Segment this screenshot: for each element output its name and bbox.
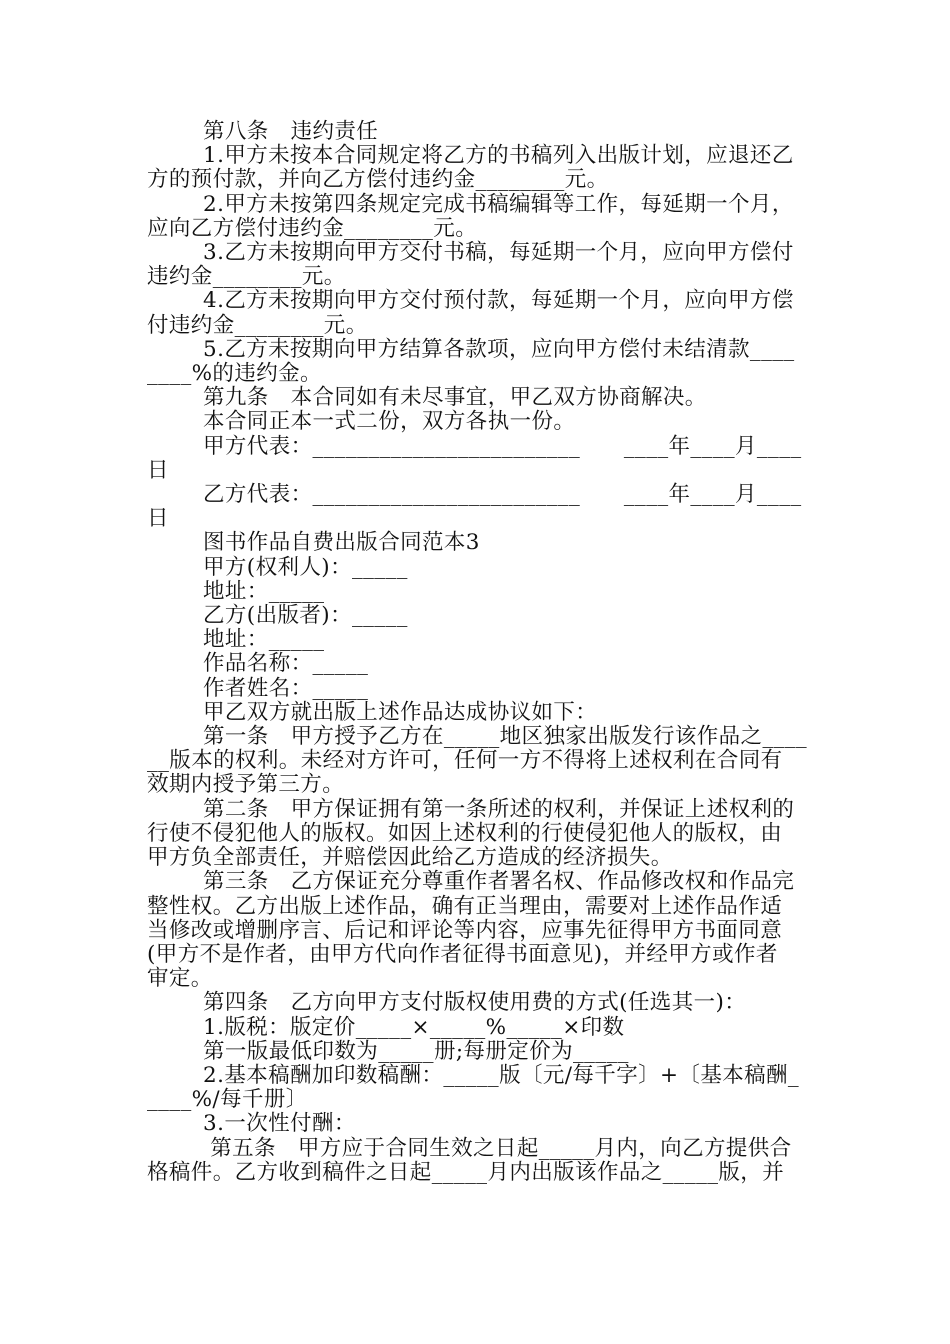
article-1-line-3: 效期内授予第三方。 [147, 772, 345, 798]
agreement-intro: 甲乙双方就出版上述作品达成协议如下： [203, 699, 598, 725]
article-2-line-3: 甲方负全部责任，并赔偿因此给乙方造成的经济损失。 [147, 845, 673, 871]
article-8-clause-5: 5.乙方未按期向甲方结算各款项，应向甲方偿付未结清款____ [203, 336, 795, 362]
article-5-line-1: 第五条 甲方应于合同生效之日起_____月内，向乙方提供合 [203, 1135, 792, 1161]
article-4-option-2-cont: ____%/每千册〕 [147, 1087, 308, 1113]
article-3-line-4: (甲方不是作者，由甲方代向作者征得书面意见)，并经甲方或作者 [147, 941, 778, 967]
author-name-field: 作者姓名：_____ [203, 675, 369, 701]
article-9: 第九条 本合同如有未尽事宜，甲乙双方协商解决。 [203, 385, 707, 411]
article-1-line-2: __版本的权利。未经对方许可，任何一方不得将上述权利在合同有 [147, 748, 783, 774]
party-b-representative-line: 乙方代表：________________________ ____年____月____ [203, 482, 802, 508]
article-2-line-2: 行使不侵犯他人的版权。如因上述权利的行使侵犯他人的版权，由 [147, 820, 783, 846]
work-name-field: 作品名称：_____ [203, 651, 369, 677]
contract-text [147, 120, 807, 1185]
article-4-option-3: 3.一次性付酬： [203, 1111, 356, 1137]
party-a-address-field: 地址：_____ [203, 578, 325, 604]
article-3-line-2: 整性权。乙方出版上述作品，确有正当理由，需要对上述作品作适 [147, 893, 783, 919]
party-a-representative-day: 日 [147, 457, 169, 483]
article-8-clause-2: 2.甲方未按第四条规定完成书稿编辑等工作，每延期一个月， [203, 191, 794, 217]
article-4-option-1-print-run: 第一版最低印数为_____册;每册定价为_____ [203, 1038, 629, 1064]
article-8-clause-3: 3.乙方未按期向甲方交付书稿，每延期一个月，应向甲方偿付 [203, 240, 794, 266]
article-3-line-5: 审定。 [147, 966, 213, 992]
party-b-address-field: 地址：_____ [203, 627, 325, 653]
article-8-clause-1-cont: 方的预付款，并向乙方偿付违约金________元。 [147, 167, 609, 193]
article-5-line-2: 格稿件。乙方收到稿件之日起_____月内出版该作品之_____版，并 [147, 1159, 785, 1185]
article-8-clause-3-cont: 违约金________元。 [147, 264, 346, 290]
article-8-clause-4-cont: 付违约金________元。 [147, 312, 368, 338]
party-b-field: 乙方(出版者)：_____ [203, 603, 408, 629]
article-8-clause-1: 1.甲方未按本合同规定将乙方的书稿列入出版计划，应退还乙 [203, 143, 794, 169]
party-a-representative-line: 甲方代表：________________________ ____年____月____ [203, 433, 802, 459]
article-8-clause-4: 4.乙方未按期向甲方交付预付款，每延期一个月，应向甲方偿 [203, 288, 794, 314]
article-4-option-1: 1.版税：版定价_____×_____%_____×印数 [203, 1014, 625, 1040]
copies-clause: 本合同正本一式二份，双方各执一份。 [203, 409, 576, 435]
article-8-clause-5-cont: ____%的违约金。 [147, 361, 322, 387]
party-a-field: 甲方(权利人)：_____ [203, 554, 408, 580]
contract-3-title: 图书作品自费出版合同范本3 [203, 530, 480, 556]
article-1-line-1: 第一条 甲方授予乙方在_____地区独家出版发行该作品之____ [203, 724, 808, 750]
article-8-heading: 第八条 违约责任 [203, 119, 379, 144]
article-4-option-2: 2.基本稿酬加印数稿酬：_____版〔元/每千字〕+〔基本稿酬_ [203, 1062, 800, 1088]
article-8-clause-2-cont: 应向乙方偿付违约金________元。 [147, 215, 478, 241]
article-2-line-1: 第二条 甲方保证拥有第一条所述的权利，并保证上述权利的 [203, 796, 795, 822]
article-3-line-3: 当修改或增删序言、后记和评论等内容，应事先征得甲方书面同意 [147, 917, 783, 943]
article-3-line-1: 第三条 乙方保证充分尊重作者署名权、作品修改权和作品完 [203, 869, 795, 895]
article-4-heading: 第四条 乙方向甲方支付版权使用费的方式(任选其一)： [203, 990, 747, 1016]
party-b-representative-day: 日 [147, 506, 169, 532]
